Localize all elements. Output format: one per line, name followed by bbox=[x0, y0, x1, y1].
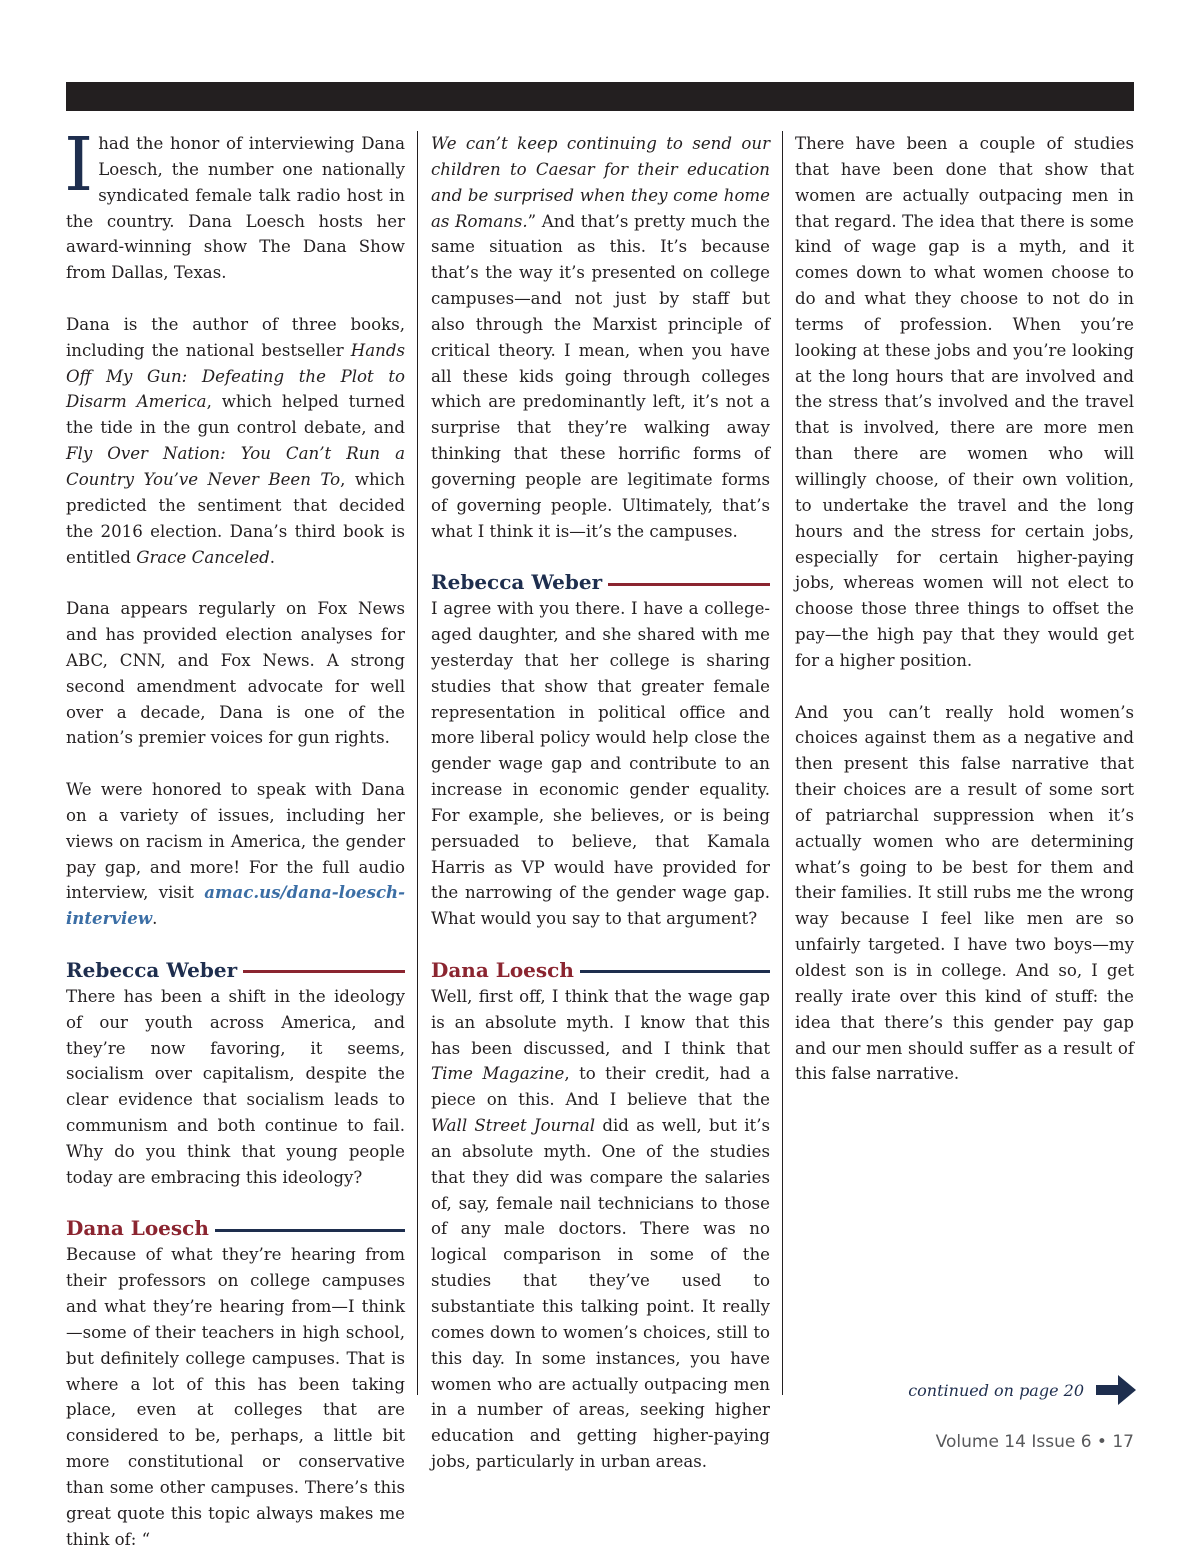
interview-link[interactable]: amac.us/dana-loesch-interview bbox=[66, 882, 405, 929]
quote: We can’t keep continuing to send our children to Caesar for their education and be surprised when they come home as Romans. bbox=[431, 134, 770, 231]
intro-paragraph-2: Dana is the author of three books, including the national bestseller Hands Off My Gun: Defeating the Plot to Disarm America, which helped turned the tide in the gun control debate, and Fly Over Nation: You Can’t Run a Country You’ve Never Been To, which predicted the sentiment that decided the 2016 election. Dana’s third book is entitled Grace Canceled. bbox=[66, 314, 405, 567]
publication-title: Time Magazine bbox=[431, 1064, 565, 1084]
book-title: Fly Over Nation: You Can’t Run a Country You’ve Never Been To bbox=[66, 444, 405, 489]
speaker-heading-guest: Dana Loesch bbox=[66, 1216, 405, 1242]
speaker-heading-interviewer: Rebecca Weber bbox=[66, 958, 405, 984]
question-2: I agree with you there. I have a college-aged daughter, and she shared with me yesterday that her college is sharing studies that show that greater female representation in political office and more liberal policy would help close the gender wage gap and contribute to an increase in economic gender equality. For example, she believes, or is being persuaded to believe, that Kamala Harris as VP would have provided for the narrowing of the gender wage gap. What would you say to that argument? bbox=[431, 599, 770, 929]
continued-link[interactable] bbox=[880, 1372, 1136, 1408]
drop-cap: I bbox=[64, 122, 94, 208]
answer-2-part-1: Well, first off, I think that the wage gap is an absolute myth. I know that this has been discussed, and I think that Time Magazine, to their credit, had a piece on this. And I believe that the Wall Street Journal did as well, but it’s an absolute myth. One of the studies that they did was compare the salaries of, say, female nail technicians to those of any male doctors. There was no logical comparison in some of the studies that they’ve used to substantiate this talking point. It really comes down to women’s choices, still to this day. In some instances, you have women who are actually outpacing men in a number of areas, seeking higher education and getting higher-paying jobs, particularly in urban areas. bbox=[431, 986, 770, 1472]
intro-paragraph-4: We were honored to speak with Dana on a variety of issues, including her views on racism in America, the gender pay gap, and more! For the full audio interview, visit amac.us/dana-loesch-interview. bbox=[66, 780, 405, 929]
speaker-rule bbox=[580, 970, 770, 973]
column-1 bbox=[64, 122, 405, 1552]
answer-2-paragraph-2: There have been a couple of studies that have been done that show that women are actually outpacing men in that regard. The idea that there is some kind of wage gap is a myth, and it comes down to what women choose to do and what they choose to not do in terms of profession. When you’re looking at these jobs and you’re looking at the long hours that are involved and the stress that’s involved and the travel that is involved, there are more men than there are women who will willingly choose, of their own volition, to undertake the travel and the long hours and the stress for certain jobs, especially for certain higher-paying jobs, whereas women will not elect to choose those three things to offset the pay—the high pay that they would get for a higher position. bbox=[795, 134, 1134, 670]
column-2 bbox=[431, 131, 770, 1475]
header-bar bbox=[66, 82, 1134, 111]
intro-paragraph-1: Ihad the honor of interviewing Dana Loesch, the number one nationally syndicated female talk radio host in the country. Dana Loesch hosts her award-winning show The Dana Show from Dallas, Texas. bbox=[64, 122, 405, 283]
question-1: There has been a shift in the ideology of our youth across America, and they’re now favoring, it seems, socialism over capitalism, despite the clear evidence that socialism leads to communism and both continue to fail. Why do you think that young people today are embracing this ideology? bbox=[66, 986, 405, 1187]
column-3 bbox=[795, 131, 1134, 1087]
answer-2-paragraph-3: And you can’t really hold women’s choices against them as a negative and then present this false narrative that their choices are a result of some sort of patriarchal suppression when it’s actually women who are determining what’s going to be best for them and their families. It still rubs me the wrong way because I feel like men are so unfairly targeted. I have two boys—my oldest son is in college. And so, I get really irate over this kind of stuff: the idea that there’s this gender pay gap and our men should suffer as a result of this false narrative. bbox=[795, 702, 1134, 1084]
speaker-rule bbox=[215, 1229, 405, 1232]
arrow-right-icon bbox=[1096, 1373, 1136, 1407]
speaker-heading-interviewer: Rebecca Weber bbox=[431, 570, 770, 596]
column-divider bbox=[782, 131, 783, 1395]
column-divider bbox=[417, 131, 418, 1395]
speaker-rule bbox=[608, 583, 770, 586]
answer-1-part-1: Because of what they’re hearing from their professors on college campuses and what they’re hearing from—I think—some of their teachers in high school, but definitely college campuses. That is where a lot of this has been taking place, even at colleges that are considered to be, perhaps, a little bit more constitutional or conservative than some other campuses. There’s this great quote this topic always makes me think of: “ bbox=[66, 1245, 405, 1549]
page-footer: Volume 14 Issue 6 • 17 bbox=[935, 1432, 1134, 1452]
publication-title: Wall Street Journal bbox=[431, 1116, 596, 1136]
intro-paragraph-3: Dana appears regularly on Fox News and has provided election analyses for ABC, CNN, and Fox News. A strong second amendment advocate for well over a decade, Dana is one of the nation’s premier voices for gun rights. bbox=[66, 599, 405, 748]
book-title: Grace Canceled bbox=[136, 547, 270, 567]
book-title: Hands Off My Gun: Defeating the Plot to Disarm America bbox=[66, 340, 405, 412]
answer-1-part-2: We can’t keep continuing to send our children to Caesar for their education and be surprised when they come home as Romans.” And that’s pretty much the same situation as this. It’s because that’s the way it’s presented on college campuses—and not just by staff but also through the Marxist principle of critical theory. I mean, when you have all these kids going through colleges which are predominantly left, it’s not a surprise that they’re walking away thinking that these horrific forms of governing people are legitimate forms of governing people. Ultimately, that’s what I think it is—it’s the campuses. bbox=[431, 134, 770, 541]
speaker-heading-guest: Dana Loesch bbox=[431, 958, 770, 984]
speaker-rule bbox=[243, 970, 405, 973]
continued-text: continued on page 20 bbox=[908, 1380, 1084, 1400]
